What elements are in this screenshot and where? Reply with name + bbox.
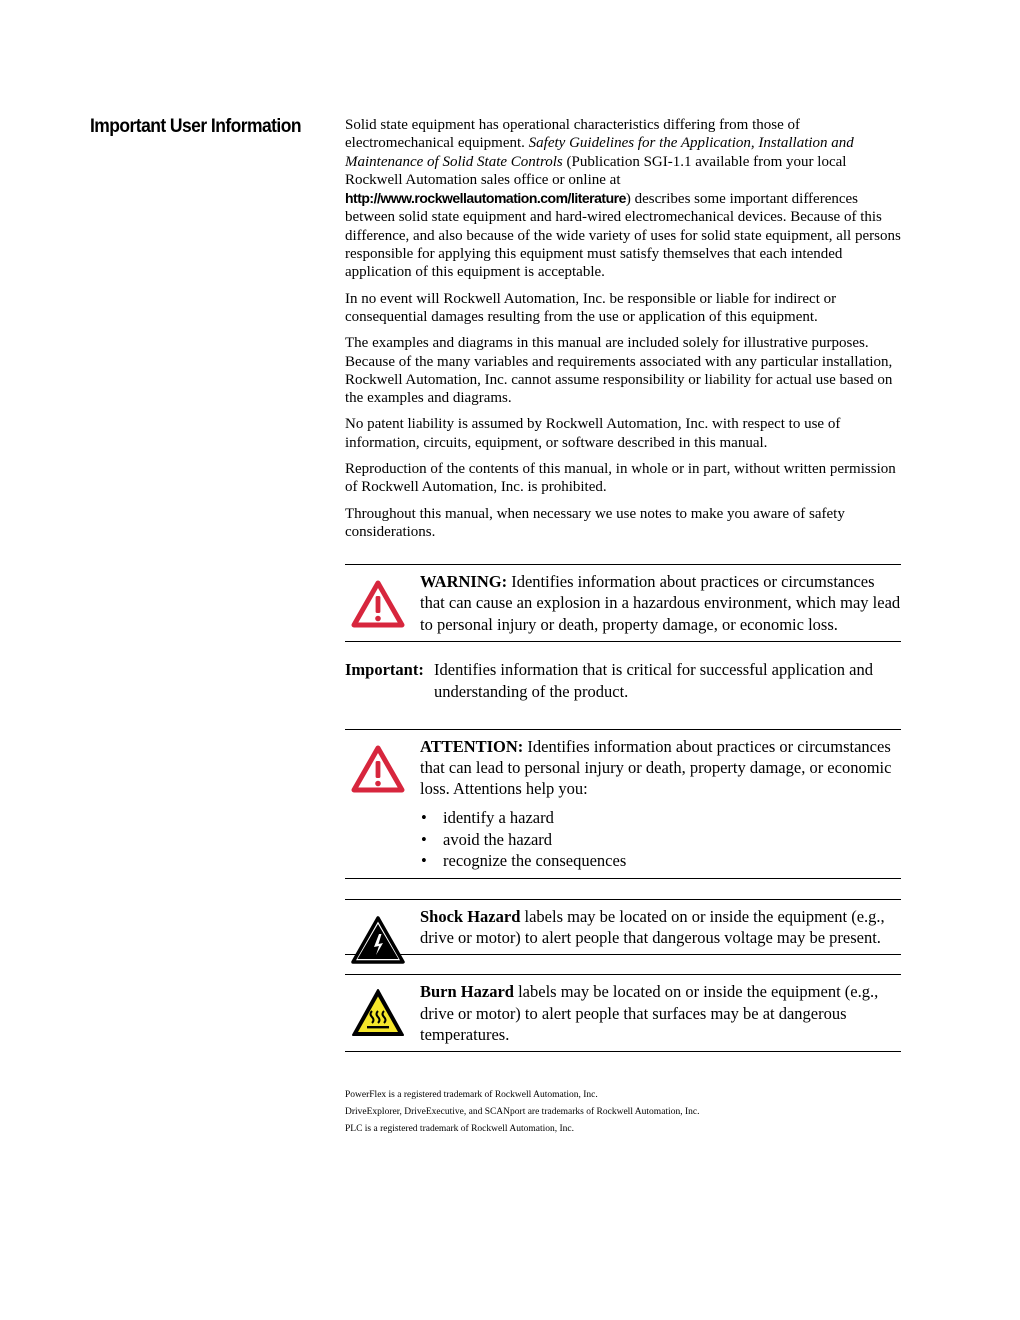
list-item-text: avoid the hazard bbox=[443, 829, 553, 849]
intro-text: (Publication SGI-1.1 available from your local Rockwell Automation sales office or online at bbox=[345, 153, 847, 188]
intro-text: ) describes some important differences between solid state equipment and hard-wired electromechanical devices. Because of this difference, and also because of the wide variety of uses for solid state equipment, all persons responsible for applying this equipment must satisfy themselves that each intended application of this equipment is acceptable. bbox=[345, 191, 901, 281]
important-text: Identifies information that is critical for successful application and understanding of the product. bbox=[434, 659, 873, 702]
list-item bbox=[420, 807, 901, 829]
burn-hazard-icon bbox=[350, 987, 406, 1039]
shock-hazard-notice bbox=[345, 899, 901, 955]
bullet: • bbox=[421, 851, 427, 871]
attention-text: Identifies information about practices or circumstances that can lead to personal injury or death, property damage, or economic loss. Attentions help you: bbox=[420, 736, 892, 799]
intro-paragraph-6: Throughout this manual, when necessary we use notes to make you aware of safety considerations. bbox=[345, 505, 845, 540]
burn-hazard-text: labels may be located on or inside the equipment (e.g., drive or motor) to alert people that surfaces may be at dangerous temperatures. bbox=[420, 982, 879, 1044]
section-heading: Important User Information bbox=[90, 116, 301, 137]
footnote: DriveExplorer, DriveExecutive, and SCANport are trademarks of Rockwell Automation, Inc. bbox=[345, 1106, 700, 1117]
warning-notice bbox=[345, 564, 901, 642]
list-item-text: recognize the consequences bbox=[443, 851, 627, 871]
list-item bbox=[420, 850, 901, 872]
attention-list bbox=[420, 807, 901, 872]
warning-triangle-icon bbox=[350, 579, 406, 629]
footnote: PowerFlex is a registered trademark of Rockwell Automation, Inc. bbox=[345, 1089, 598, 1100]
shock-hazard-text: labels may be located on or inside the equipment (e.g., drive or motor) to alert people that dangerous voltage may be present. bbox=[420, 906, 885, 948]
burn-hazard-notice bbox=[345, 974, 901, 1052]
warning-label: WARNING: bbox=[420, 572, 508, 592]
intro-paragraph-4: No patent liability is assumed by Rockwell Automation, Inc. with respect to use of information, circuits, equipment, or software described in this manual. bbox=[345, 416, 841, 451]
publication-title: Safety Guidelines for the Application, Installation and Maintenance of Solid State Controls bbox=[345, 135, 854, 170]
burn-hazard-label: Burn Hazard bbox=[420, 982, 514, 1002]
shock-hazard-icon bbox=[350, 915, 406, 965]
attention-label: ATTENTION: bbox=[420, 736, 524, 756]
bullet: • bbox=[421, 829, 427, 849]
attention-triangle-icon bbox=[350, 744, 406, 794]
intro-paragraph-3: The examples and diagrams in this manual are included solely for illustrative purposes. Because of the many variables and requirements associated with any particular installation, Rockwell Automation, Inc. cannot assume responsibility or liability for actual use based on the examples and diagrams. bbox=[345, 335, 893, 407]
shock-hazard-label: Shock Hazard bbox=[420, 906, 521, 926]
important-label: Important: bbox=[345, 659, 424, 679]
intro-paragraph-5: Reproduction of the contents of this manual, in whole or in part, without written permission of Rockwell Automation, Inc. is prohibited. bbox=[345, 461, 896, 496]
bullet: • bbox=[421, 808, 427, 828]
literature-link[interactable]: http://www.rockwellautomation.com/literature bbox=[345, 190, 626, 207]
footnote: PLC is a registered trademark of Rockwell Automation, Inc. bbox=[345, 1123, 574, 1134]
list-item-text: identify a hazard bbox=[443, 808, 554, 828]
trademark-footnotes bbox=[345, 1087, 901, 1138]
warning-text: Identifies information about practices or circumstances that can cause an explosion in a hazardous environment, which may lead to personal injury or death, property damage, or economic loss. bbox=[420, 572, 901, 634]
intro-text: Solid state equipment has operational characteristics differing from those of electromechanical equipment. bbox=[345, 117, 801, 152]
important-note bbox=[345, 659, 901, 704]
intro-paragraph-2: In no event will Rockwell Automation, Inc. be responsible or liable for indirect or consequential damages resulting from the use or application of this equipment. bbox=[345, 290, 837, 325]
list-item bbox=[420, 829, 901, 851]
attention-notice bbox=[345, 729, 901, 879]
intro-paragraph-1 bbox=[345, 116, 901, 282]
main-column bbox=[345, 116, 901, 1138]
